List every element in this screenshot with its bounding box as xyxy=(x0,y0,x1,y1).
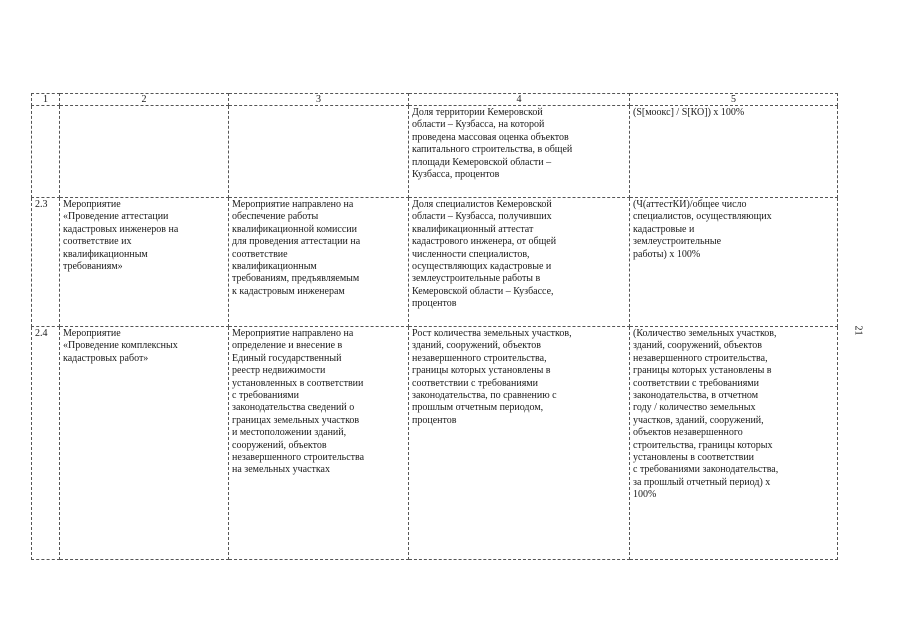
header-cell: 3 xyxy=(229,94,409,106)
event-description: Мероприятие направлено на обеспечение работы квалификационной комиссии для проведения аттестации на соответствие квалификационным требованиям, предъявляемым к кадастровым инженерам xyxy=(229,198,409,327)
indicator-formula: (S[моокс] / S[КО]) x 100% xyxy=(630,106,838,198)
table-row xyxy=(32,106,838,198)
programme-table xyxy=(31,93,838,560)
header-cell: 1 xyxy=(32,94,60,106)
indicator-formula: (Количество земельных участков, зданий, сооружений, объектов незавершенного строительства, границы которых установлены в соответствии с требованиями законодательства, в отчетном году / количество земельных участков, зданий, сооружений, объектов незавершенного строительства, границы которых установлены в соответствии с требованиями законодательства, за прошлый отчетный период) x 100% xyxy=(630,327,838,560)
header-cell: 5 xyxy=(630,94,838,106)
header-cell: 2 xyxy=(60,94,229,106)
row-number xyxy=(32,106,60,198)
table-row xyxy=(32,198,838,327)
table-row xyxy=(32,327,838,560)
event-name: Мероприятие «Проведение аттестации кадастровых инженеров на соответствие их квалификационным требованиям» xyxy=(60,198,229,327)
indicator-formula: (Ч(аттестКИ)/общее число специалистов, осуществляющих кадастровые и землеустроительные работы) x 100% xyxy=(630,198,838,327)
header-row xyxy=(32,94,838,106)
indicator-name: Рост количества земельных участков, зданий, сооружений, объектов незавершенного строительства, границы которых установлены в соответствии с требованиями законодательства, по сравнению с прошлым отчетным периодом, процентов xyxy=(409,327,630,560)
indicator-name: Доля территории Кемеровской области – Кузбасса, на которой проведена массовая оценка объектов капитального строительства, в общей площади Кемеровской области – Кузбасса, процентов xyxy=(409,106,630,198)
header-cell: 4 xyxy=(409,94,630,106)
event-name xyxy=(60,106,229,198)
event-description: Мероприятие направлено на определение и внесение в Единый государственный реестр недвижимости установленных в соответствии с требованиями законодательства сведений о границах земельных участков и местоположении зданий, сооружений, объектов незавершенного строительства на земельных участках xyxy=(229,327,409,560)
row-number: 2.4 xyxy=(32,327,60,560)
event-name: Мероприятие «Проведение комплексных кадастровых работ» xyxy=(60,327,229,560)
row-number: 2.3 xyxy=(32,198,60,327)
indicator-name: Доля специалистов Кемеровской области – Кузбасса, получивших квалификационный аттестат кадастрового инженера, от общей численности специалистов, осуществляющих кадастровые и землеустроительные работы в Кемеровской области – Кузбассе, процентов xyxy=(409,198,630,327)
page-number: 21 xyxy=(852,325,864,336)
event-description xyxy=(229,106,409,198)
